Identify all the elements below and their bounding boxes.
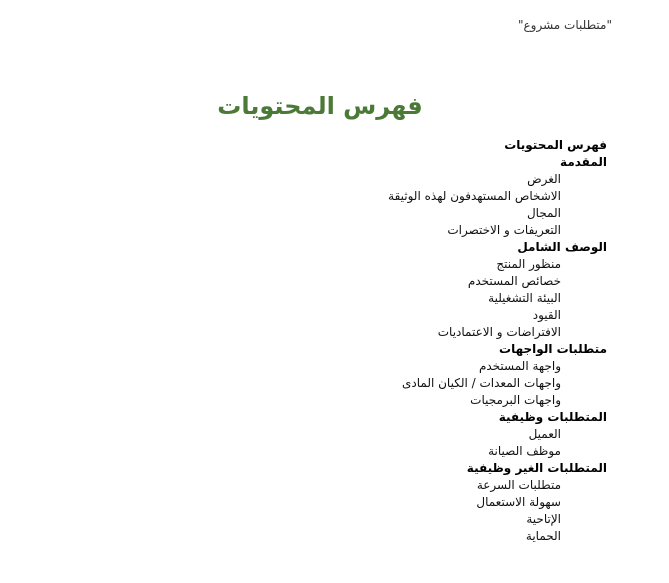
toc-entry: واجهة المستخدم (478, 359, 561, 373)
page-title: فهرس المحتويات (217, 92, 423, 120)
toc-entry: القيود (532, 308, 561, 322)
toc-entry: سهولة الاستعمال (476, 495, 561, 509)
toc-entry: منظور المنتج (496, 257, 561, 271)
toc-entry: البيئة التشغيلية (488, 291, 561, 305)
toc-entry: خصائص المستخدم (467, 274, 561, 288)
toc-heading: فهرس المحتويات (504, 138, 607, 152)
toc-entry: الافتراضات و الاعتماديات (437, 325, 561, 339)
toc-entry: الإتاحية (526, 512, 561, 526)
toc-heading: متطلبات الواجهات (499, 342, 607, 356)
toc-heading: المقدمة (560, 155, 607, 169)
toc-entry: موظف الصيانة (488, 444, 561, 458)
toc-entry: الحماية (525, 529, 561, 543)
toc-entry: الاشخاص المستهدفون لهذه الوثيقة (388, 189, 561, 203)
toc-entry: واجهات البرمجيات (470, 393, 561, 407)
page-header: "متطلبات مشروع" (517, 18, 612, 32)
toc-entry: العميل (528, 427, 561, 441)
toc-entry: المجال (526, 206, 561, 220)
toc-heading: المتطلبات وظيفية (498, 410, 607, 424)
toc-heading: الوصف الشامل (517, 240, 607, 254)
toc-heading: المتطلبات الغير وظيفية (466, 461, 607, 475)
toc-entry: متطلبات السرعة (476, 478, 561, 492)
toc-entry: واجهات المعدات / الكيان المادى (401, 376, 561, 390)
toc-entry: التعريفات و الاختصرات (447, 223, 561, 237)
table-of-contents (227, 137, 607, 545)
toc-entry: الغرض (527, 172, 561, 186)
